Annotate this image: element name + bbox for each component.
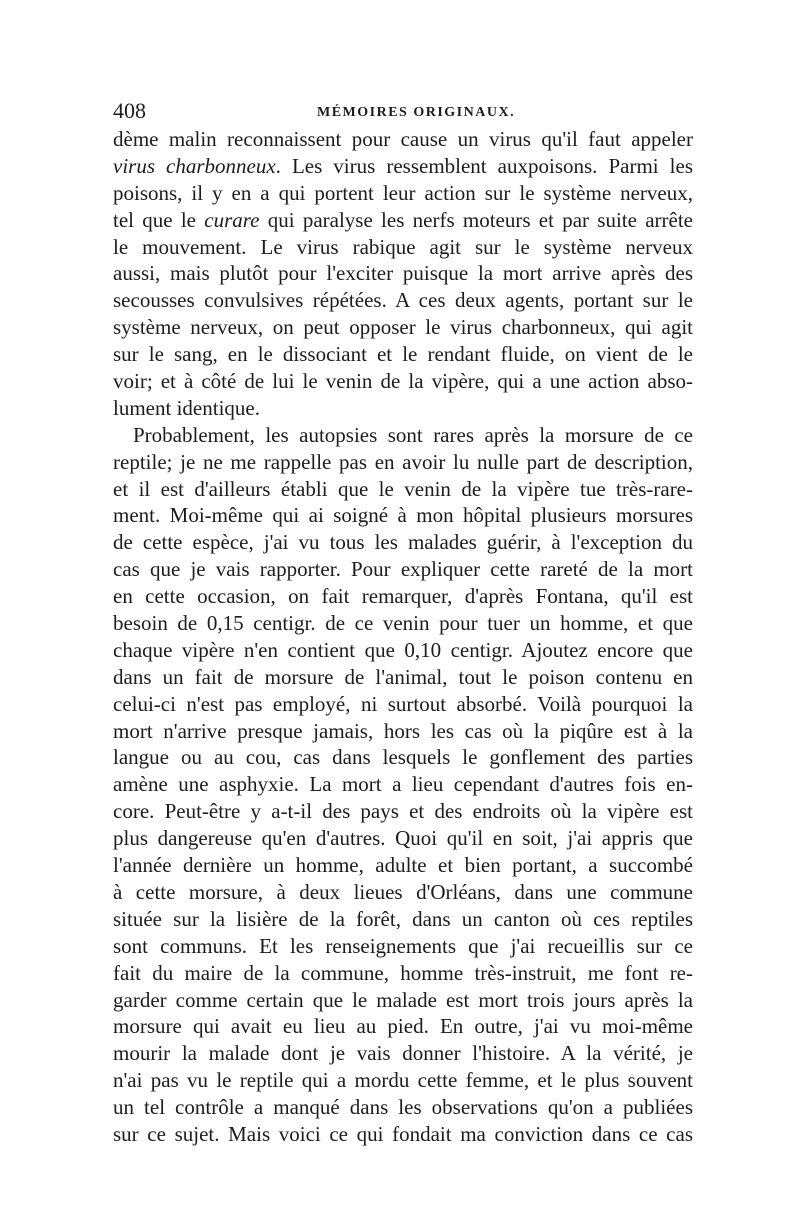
- text-line: en cette occasion, on fait remarquer, d'après Fontana, qu'il est: [113, 584, 693, 609]
- text-line: et il est d'ailleurs établi que le venin de la vipère tue très-rare-: [113, 476, 693, 501]
- text-line: [113, 153, 693, 180]
- text-line: celui-ci n'est pas employé, ni surtout absorbé. Voilà pourquoi la: [113, 691, 693, 716]
- text-line: dans un fait de morsure de l'animal, tout le poison contenu en: [113, 664, 693, 689]
- text-line: poisons, il y en a qui portent leur action sur le système nerveux,: [113, 180, 693, 205]
- page-header: [113, 96, 693, 126]
- text-line-rest: qui paralyse les nerfs moteurs et par suite arrête: [259, 207, 693, 232]
- text-line: core. Peut-être y a-t-il des pays et des endroits où la vipère est: [113, 799, 693, 824]
- text-line: garder comme certain que le malade est mort trois jours après la: [113, 987, 693, 1012]
- text-line: système nerveux, on peut opposer le virus charbonneux, qui agit: [113, 315, 693, 340]
- text-line: secousses convulsives répétées. A ces deux agents, portant sur le: [113, 288, 693, 313]
- text-line: chaque vipère n'en contient que 0,10 centigr. Ajoutez encore que: [113, 637, 693, 662]
- text-line: sont communs. Et les renseignements que j'ai recueillis sur ce: [113, 933, 693, 958]
- text-line: amène une asphyxie. La mort a lieu cependant d'autres fois en-: [113, 772, 693, 797]
- text-line: [113, 207, 693, 234]
- text-line-rest: . Les virus ressemblent auxpoisons. Parmi les: [275, 153, 693, 178]
- text-line: morsure qui avait eu lieu au pied. En outre, j'ai vu moi-même: [113, 1014, 693, 1039]
- text-line: plus dangereuse qu'en d'autres. Quoi qu'il en soit, j'ai appris que: [113, 826, 693, 851]
- text-line: mort n'arrive presque jamais, hors les cas où la piqûre est à la: [113, 718, 693, 743]
- text-line: située sur la lisière de la forêt, dans un canton où ces reptiles: [113, 906, 693, 931]
- text-line: un tel contrôle a manqué dans les observations qu'on a publiées: [113, 1095, 693, 1120]
- text-line: l'année dernière un homme, adulte et bien portant, a succombé: [113, 853, 693, 878]
- text-line: cas que je vais rapporter. Pour expliquer cette rareté de la mort: [113, 557, 693, 582]
- text-line: langue ou au cou, cas dans lesquels le gonflement des parties: [113, 745, 693, 770]
- text-line: besoin de 0,15 centigr. de ce venin pour tuer un homme, et que: [113, 611, 693, 636]
- text-line: Probablement, les autopsies sont rares après la morsure de ce: [133, 422, 693, 447]
- running-head: MÉMOIRES ORIGINAUX.: [317, 105, 516, 120]
- text-line: dème malin reconnaissent pour cause un virus qu'il faut appeler: [113, 127, 693, 151]
- body-text: [113, 126, 693, 1148]
- text-line: lument identique.: [113, 395, 260, 420]
- page-number: 408: [113, 98, 146, 123]
- text-line: ment. Moi-même qui ai soigné à mon hôpital plusieurs morsures: [113, 503, 693, 528]
- italic-term: curare: [204, 207, 260, 232]
- text-line: sur le sang, en le dissociant et le rendant fluide, on vient de le: [113, 342, 693, 367]
- text-line: fait du maire de la commune, homme très-instruit, me font re-: [113, 960, 693, 985]
- text-line-start: tel que le: [113, 207, 205, 232]
- text-line: le mouvement. Le virus rabique agit sur le système nerveux: [113, 234, 693, 259]
- text-line: aussi, mais plutôt pour l'exciter puisque la mort arrive après des: [113, 261, 693, 286]
- text-line: mourir la malade dont je vais donner l'histoire. A la vérité, je: [113, 1041, 693, 1066]
- italic-term: virus charbonneux: [113, 153, 276, 178]
- text-line: de cette espèce, j'ai vu tous les malades guérir, à l'exception du: [113, 530, 693, 555]
- text-line: n'ai pas vu le reptile qui a mordu cette femme, et le plus souvent: [113, 1068, 693, 1093]
- text-line: sur ce sujet. Mais voici ce qui fondait ma conviction dans ce cas: [113, 1121, 693, 1146]
- text-line: voir; et à côté de lui le venin de la vipère, qui a une action abso-: [113, 369, 693, 394]
- text-line: à cette morsure, à deux lieues d'Orléans, dans une commune: [113, 879, 693, 904]
- text-line: reptile; je ne me rappelle pas en avoir lu nulle part de description,: [113, 449, 693, 474]
